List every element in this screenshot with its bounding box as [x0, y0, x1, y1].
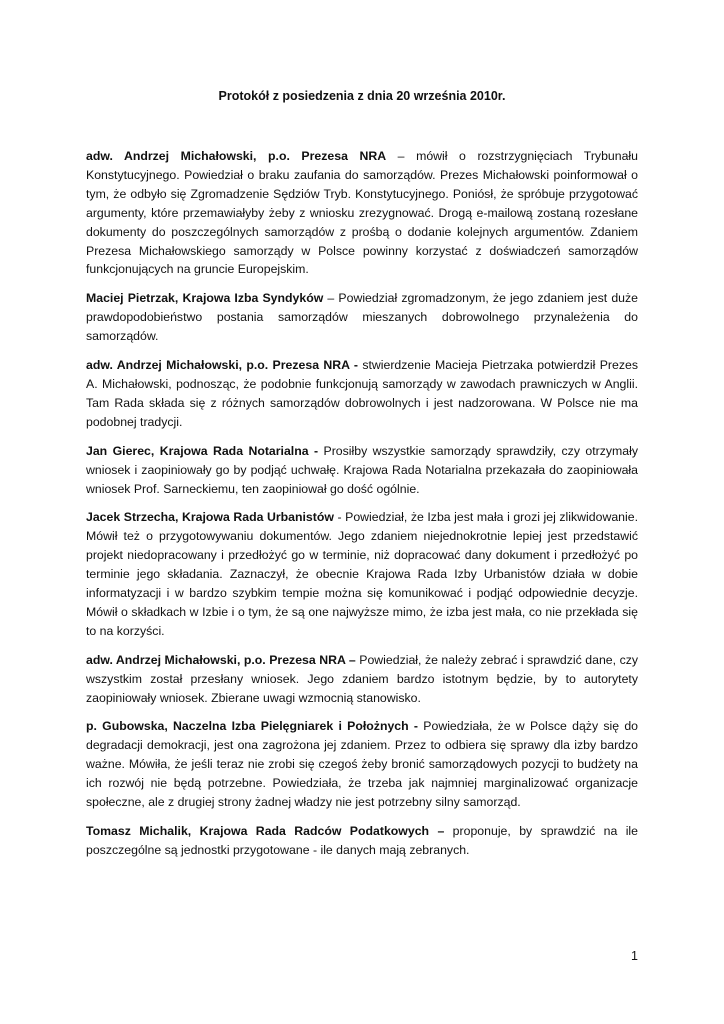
paragraph-text: Powiedział, że należy zebrać i sprawdzić dane, czy wszystkim został przesłany wniosek. Jego zdaniem bardzo istotnym będzie, by to autorytety zaopiniowały wniosek. Zbierane uwagi wzmocnią stanowisko. — [86, 652, 639, 705]
paragraph — [86, 651, 638, 708]
paragraph-text: proponuje, by sprawdzić na ile poszczególne są jednostki przygotowane - ile danych mają zebranych. — [86, 824, 638, 857]
speaker-name: Tomasz Michalik, Krajowa Rada Radców Podatkowych – — [86, 824, 445, 838]
document-body — [86, 147, 638, 870]
paragraph — [86, 442, 638, 499]
paragraph-text: – Powiedział zgromadzonym, że jego zdaniem jest duże prawdopodobieństwo postania samorządów mieszanych dobrowolnego przynależenia do samorządów. — [86, 291, 638, 344]
speaker-name: Jacek Strzecha, Krajowa Rada Urbanistów — [86, 510, 334, 525]
paragraph-text: Powiedziała, że w Polsce dąży się do degradacji demokracji, jest ona zagrożona jej zdaniem. Przez to odbiera się sprawy dla izby bardzo ważne. Mówiła, że jeśli teraz nie zrobi się czegoś żeby bronić samorządowych pozycji to budżety na ich rozwój nie będą potrzebne. Powiedziała, że trzeba jak najmniej marginalizować organizacje społeczne, ale z drugiej strony żadnej władzy nie jest potrzebny silny samorząd. — [86, 719, 639, 810]
paragraph — [86, 822, 638, 860]
speaker-name: adw. Andrzej Michałowski, p.o. Prezesa NRA — [86, 149, 387, 163]
paragraph — [86, 508, 638, 640]
speaker-name: Maciej Pietrzak, Krajowa Izba Syndyków — [86, 291, 324, 306]
paragraph-text: Prosiłby wszystkie samorządy sprawdziły, czy otrzymały wniosek i zaopiniowały go by podjąć uchwałę. Krajowa Rada Notarialna przekazała do zaopiniowała wniosek Prof. Sarneckiemu, ten zaopiniował go dość ogólnie. — [86, 443, 638, 496]
paragraph — [86, 717, 638, 812]
speaker-name: adw. Andrzej Michałowski, p.o. Prezesa NRA - — [86, 358, 358, 373]
paragraph — [86, 356, 638, 432]
paragraph-text: stwierdzenie Macieja Pietrzaka potwierdził Prezes A. Michałowski, podnosząc, że podobnie funkcjonują samorządy w zawodach prawniczych w Anglii. Tam Rada składa się z różnych samorządów dobrowolnych i jest nadzorowana. W Polsce nie ma podobnej tradycji. — [86, 358, 638, 429]
speaker-name: p. Gubowska, Naczelna Izba Pielęgniarek i Położnych - — [86, 719, 419, 734]
speaker-name: adw. Andrzej Michałowski, p.o. Prezesa NRA – — [86, 652, 356, 667]
document-title: Protokół z posiedzenia z dnia 20 września 2010r. — [218, 89, 506, 103]
paragraph-text: - Powiedział, że Izba jest mała i grozi jej zlikwidowanie. Mówił też o przygotowywaniu dokumentów. Jego zdaniem niejednokrotnie lepiej jest przedstawić projekt niedopracowany i przedłożyć go w terminie, niż dopracować dany dokument i przedłożyć po terminie jego składania. Zaznaczył, że obecnie Krajowa Rada Izby Urbanistów działa w dobie informatyzacji i w bardzo szybkim tempie można się komunikować i podjąć odpowiednie decyzje. Mówił o składkach w Izbie i o tym, że są one najwyższe mimo, że izba jest mała, co nie przekłada się to na korzyści. — [86, 510, 638, 638]
page-number: 1 — [631, 949, 638, 963]
paragraph — [86, 289, 638, 346]
speaker-name: Jan Gierec, Krajowa Rada Notarialna - — [86, 443, 319, 458]
paragraph-text: – mówił o rozstrzygnięciach Trybunału Konstytucyjnego. Powiedział o braku zaufania do samorządów. Prezes Michałowski poinformował o tym, że odbyło się Zgromadzenie Sędziów Tryb. Konstytucyjnego. Poniósł, że spróbuje przygotować argumenty, które przemawiałyby żeby z wniosku zrezygnować. Drogą e-mailową zostaną rozesłane dokumenty do poszczególnych samorządów z prośbą o dodanie kolejnych argumentów. Zdaniem Prezesa Michałowskiego samorządy w Polsce powinny korzystać z doświadczeń samorządów funkcjonujących na gruncie Europejskim. — [86, 149, 638, 277]
paragraph — [86, 147, 638, 279]
